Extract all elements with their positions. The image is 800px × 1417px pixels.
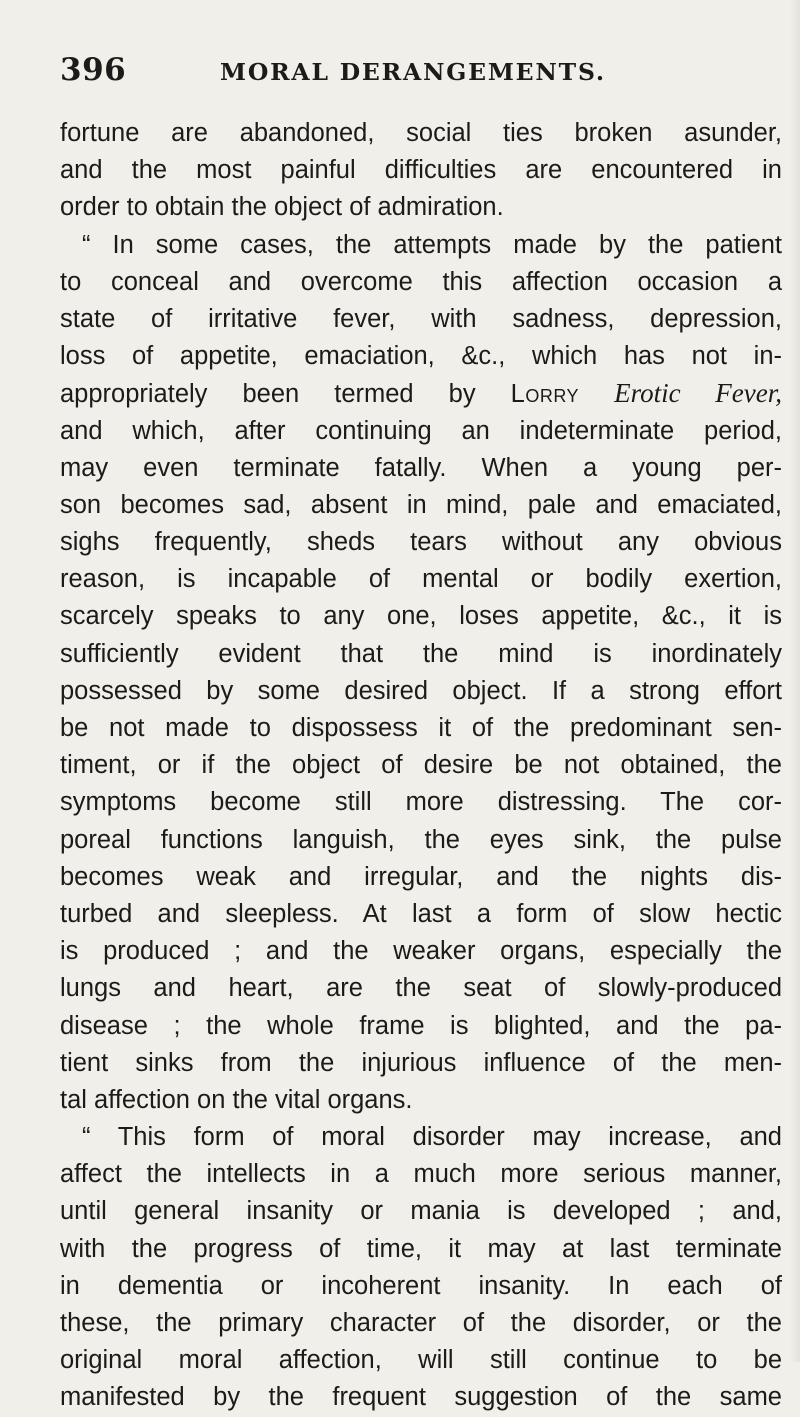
text-line [60,375,782,412]
text-line: turbed and sleepless. At last a form of slow hectic [60,899,782,928]
text-segment: appropriately been termed by [60,380,511,409]
text-line: scarcely speaks to any one, loses appetite, &c., it is [60,602,782,631]
text-line: loss of appetite, emaciation, &c., which has not in- [60,342,782,371]
page-edge-shadow [790,0,800,1362]
text-line: poreal functions languish, the eyes sink, the pulse [60,825,782,854]
text-line: tient sinks from the injurious influence of the men- [60,1048,782,1077]
text-line: affect the intellects in a much more serious manner, [60,1160,782,1189]
body-text [60,115,782,1417]
text-line: symptoms become still more distressing. The cor- [60,788,782,817]
text-line: be not made to dispossess it of the predominant sen- [60,714,782,742]
text-line: reason, is incapable of mental or bodily exertion, [60,565,782,594]
text-line: state of irritative fever, with sadness, depression, [60,304,782,333]
paragraph-start-line: “ This form of moral disorder may increase, and [82,1123,782,1152]
text-line: order to obtain the object of admiration. [60,193,504,222]
text-line: until general insanity or mania is developed ; and, [60,1197,782,1226]
running-head: MORAL DERANGEMENTS. [220,58,606,86]
text-line: possessed by some desired object. If a strong effort [60,676,782,705]
text-line: original moral affection, will still continue to be [60,1346,782,1375]
page-number: 396 [60,52,127,88]
text-line: with the progress of time, it may at last terminate [60,1234,782,1263]
paragraph-start-line: “ In some cases, the attempts made by the patient [82,230,782,259]
text-line: manifested by the frequent suggestion of the same [60,1383,782,1412]
text-line: tal affection on the vital organs. [60,1085,413,1114]
text-line: these, the primary character of the disorder, or the [60,1309,782,1337]
italic-term: Erotic Fever, [614,378,782,409]
text-line: is produced ; and the weaker organs, especially the [60,937,782,966]
text-line: timent, or if the object of desire be not obtained, the [60,751,782,780]
text-line: and which, after continuing an indeterminate period, [60,416,782,445]
text-line: sufficiently evident that the mind is inordinately [60,639,782,668]
text-line: fortune are abandoned, social ties broken asunder, [60,119,782,147]
text-line: in dementia or incoherent insanity. In each of [60,1271,782,1300]
text-line: sighs frequently, sheds tears without any obvious [60,528,782,557]
text-line: son becomes sad, absent in mind, pale and emaciated, [60,490,782,519]
page-header [60,52,760,102]
text-line: and the most painful difficulties are encountered in [60,156,782,185]
text-line: to conceal and overcome this affection occasion a [60,267,782,296]
text-line: disease ; the whole frame is blighted, and the pa- [60,1011,782,1040]
text-line: may even terminate fatally. When a young per- [60,453,782,482]
text-line: becomes weak and irregular, and the nights dis- [60,862,782,891]
text-line: lungs and heart, are the seat of slowly-produced [60,974,782,1003]
author-name-smallcaps: Lorry [510,380,580,409]
